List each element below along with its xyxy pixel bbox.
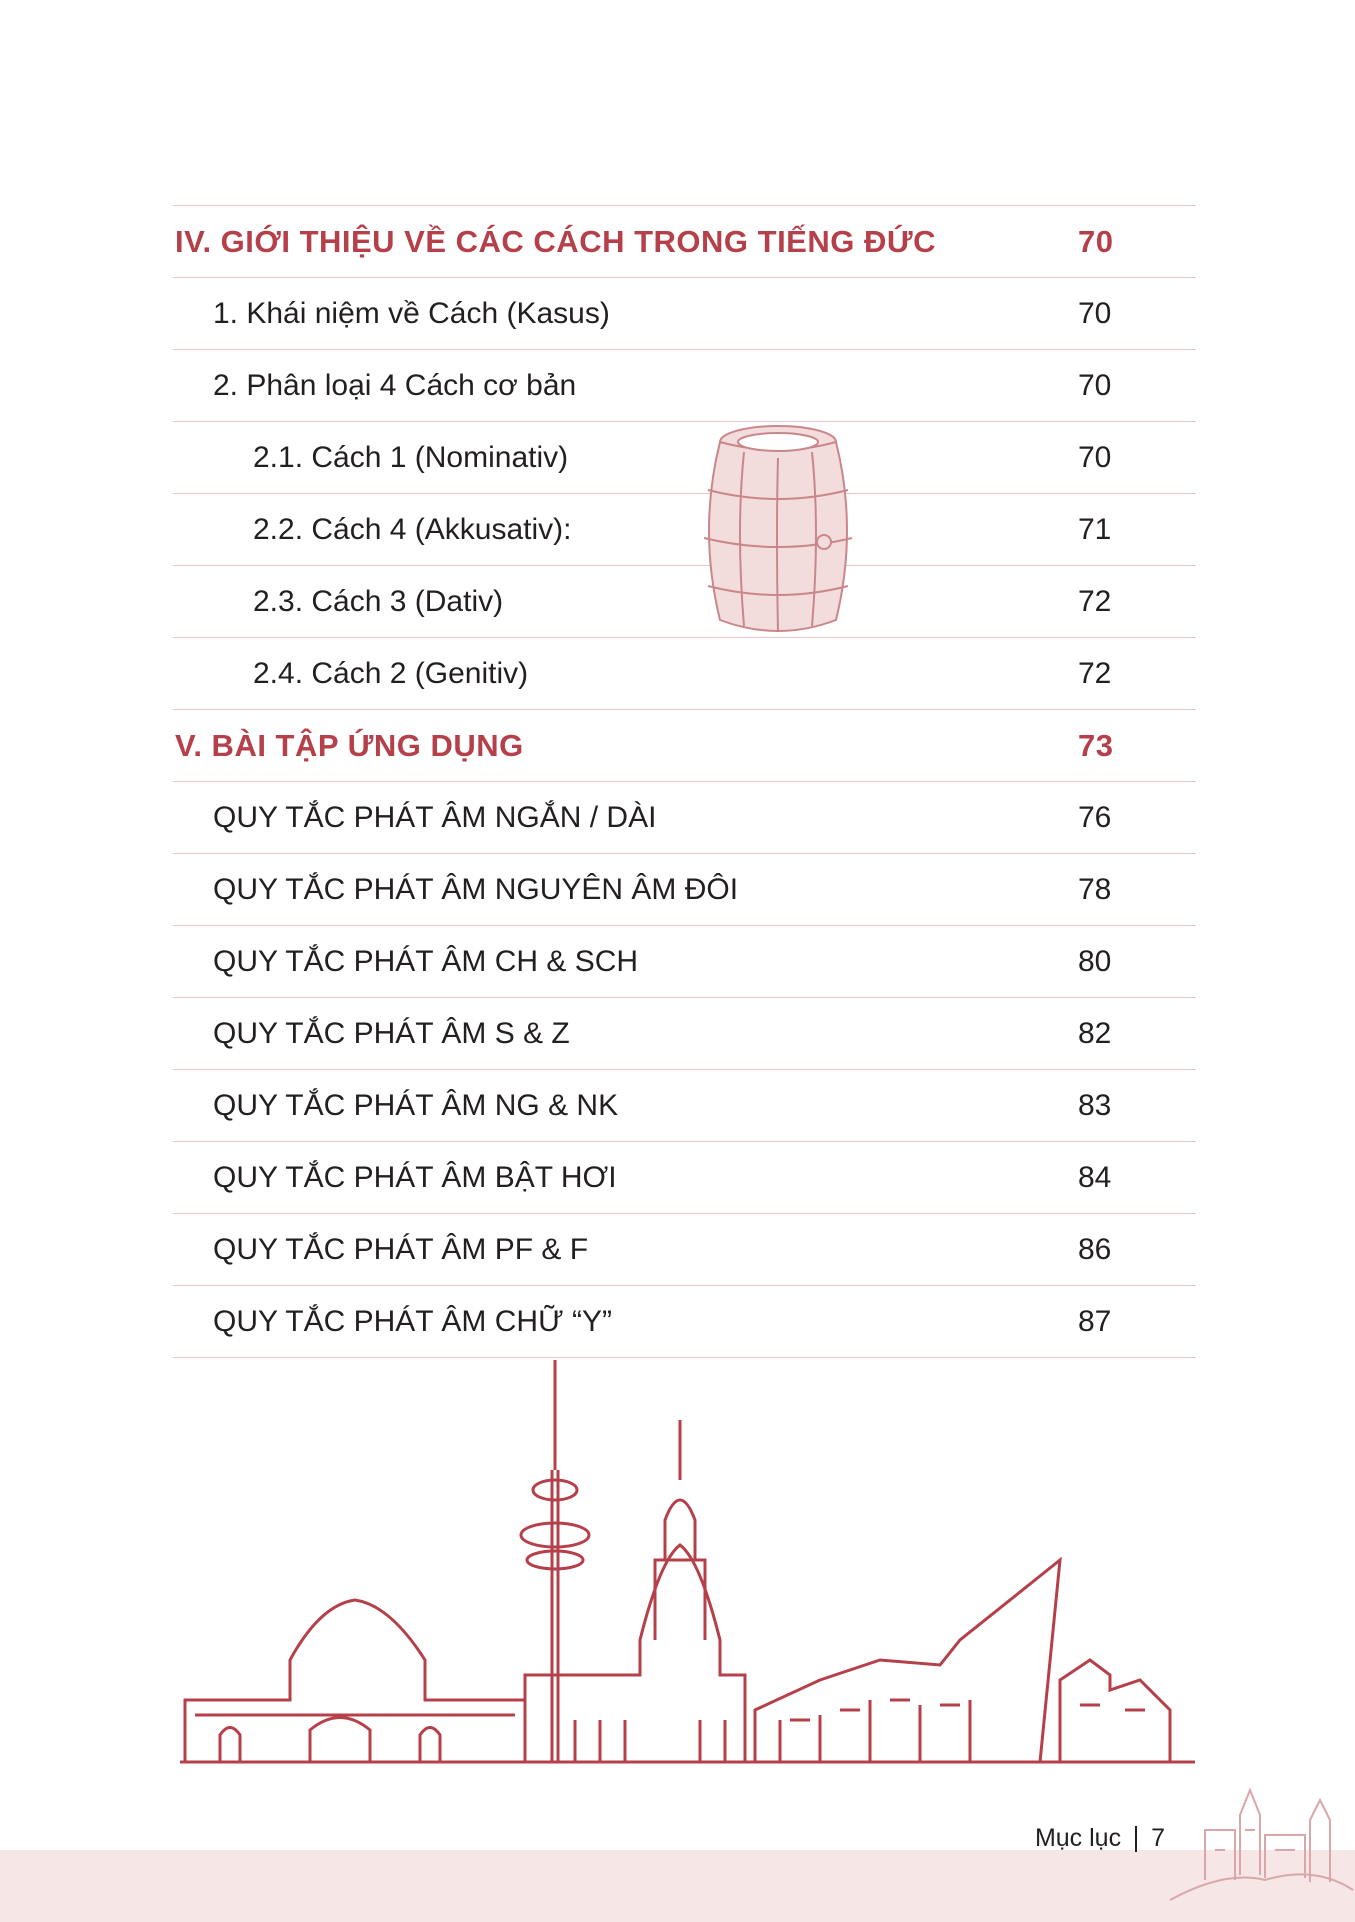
toc-entry-title: 2.1. Cách 1 (Nominativ) (253, 440, 569, 474)
toc-entry[interactable] (173, 422, 1196, 494)
toc-entry-title: 2. Phân loại 4 Cách cơ bản (213, 368, 577, 402)
toc-entry[interactable] (173, 566, 1196, 638)
toc-entry-page-number: 70 (1078, 368, 1112, 402)
toc-entry[interactable] (173, 926, 1196, 998)
toc-entry[interactable] (173, 1142, 1196, 1214)
toc-entry[interactable] (173, 854, 1196, 926)
toc-rows (173, 206, 1196, 1358)
toc-entry[interactable] (173, 638, 1196, 710)
toc-entry-title: IV. GIỚI THIỆU VỀ CÁC CÁCH TRONG TIẾNG ĐỨC (175, 223, 936, 259)
toc-entry[interactable] (173, 494, 1196, 566)
toc-entry-title: V. BÀI TẬP ỨNG DỤNG (175, 727, 524, 763)
toc-entry-title: QUY TẮC PHÁT ÂM CH & SCH (213, 944, 639, 978)
toc-entry-page-number: 72 (1078, 656, 1112, 690)
footer-separator (1135, 1826, 1137, 1852)
toc-entry-page-number: 84 (1078, 1160, 1112, 1194)
footer-band (0, 1850, 1355, 1922)
toc-entry-title: 2.2. Cách 4 (Akkusativ): (253, 512, 572, 546)
toc-entry[interactable] (173, 1214, 1196, 1286)
toc-entry-page-number: 73 (1078, 727, 1114, 763)
table-of-contents (173, 205, 1196, 1358)
toc-entry-page-number: 72 (1078, 584, 1112, 618)
toc-entry-page-number: 87 (1078, 1304, 1112, 1338)
toc-entry[interactable] (173, 206, 1196, 278)
toc-entry[interactable] (173, 998, 1196, 1070)
toc-entry-title: QUY TẮC PHÁT ÂM BẬT HƠI (213, 1160, 617, 1194)
city-skyline-illustration (180, 1360, 1200, 1770)
toc-entry-page-number: 83 (1078, 1088, 1112, 1122)
toc-entry-title: QUY TẮC PHÁT ÂM CHỮ “Y” (213, 1304, 613, 1338)
toc-entry-title: QUY TẮC PHÁT ÂM NGẮN / DÀI (213, 800, 657, 834)
castle-illustration (1165, 1760, 1355, 1910)
toc-entry-title: QUY TẮC PHÁT ÂM NG & NK (213, 1088, 619, 1122)
footer-section-title: Mục lục (1034, 1824, 1122, 1852)
toc-entry-title: 2.4. Cách 2 (Genitiv) (253, 656, 529, 690)
toc-entry-page-number: 71 (1078, 512, 1112, 546)
toc-entry-page-number: 70 (1078, 440, 1112, 474)
toc-entry[interactable] (173, 278, 1196, 350)
toc-entry-page-number: 82 (1078, 1016, 1112, 1050)
toc-entry-title: QUY TẮC PHÁT ÂM PF & F (213, 1232, 589, 1266)
toc-entry-page-number: 80 (1078, 944, 1112, 978)
toc-entry[interactable] (173, 1070, 1196, 1142)
page-footer (1035, 1824, 1165, 1853)
toc-entry-page-number: 70 (1078, 223, 1114, 259)
toc-entry-page-number: 78 (1078, 872, 1112, 906)
toc-entry-title: QUY TẮC PHÁT ÂM S & Z (213, 1016, 570, 1050)
toc-entry-page-number: 70 (1078, 296, 1112, 330)
toc-entry[interactable] (173, 1286, 1196, 1358)
barrel-illustration (696, 420, 861, 640)
toc-entry[interactable] (173, 710, 1196, 782)
toc-entry-title: 1. Khái niệm về Cách (Kasus) (213, 296, 610, 330)
toc-entry-page-number: 86 (1078, 1232, 1112, 1266)
toc-entry[interactable] (173, 782, 1196, 854)
toc-entry-title: 2.3. Cách 3 (Dativ) (253, 584, 504, 618)
toc-entry-title: QUY TẮC PHÁT ÂM NGUYÊN ÂM ĐÔI (213, 872, 739, 906)
toc-entry-page-number: 76 (1078, 800, 1112, 834)
footer-page-number: 7 (1151, 1824, 1165, 1852)
toc-entry[interactable] (173, 350, 1196, 422)
